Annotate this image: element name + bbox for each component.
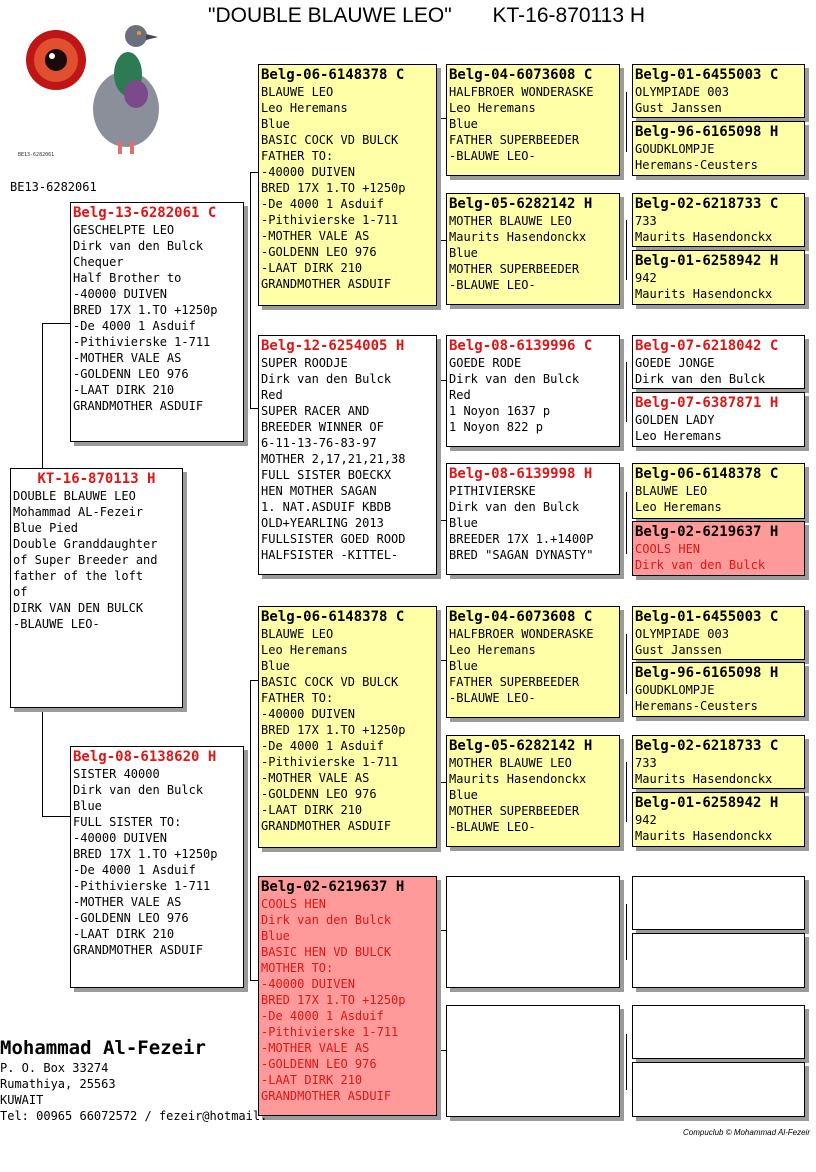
connector-line — [250, 980, 258, 981]
owner-address-2: Rumathiya, 25563 — [0, 1077, 116, 1091]
grandparent-card[interactable] — [258, 64, 437, 306]
note-line: -GOLDENN LEO 976 — [261, 245, 377, 259]
pigeon-name-line: COOLS HEN — [261, 897, 327, 911]
connector-line — [626, 220, 627, 280]
great-grandparent-ring: Belg-05-6282142 H — [449, 738, 593, 754]
connector-line — [440, 118, 441, 240]
great-grandparent-ring: Belg-04-6073608 C — [449, 609, 593, 625]
gggp-ring: Belg-01-6258942 H — [635, 253, 779, 269]
connector-line — [626, 762, 627, 822]
note-line: -Pithivierske 1-711 — [261, 1025, 399, 1039]
gggp-ring: Belg-02-6219637 H — [635, 524, 779, 540]
photo-ring-label: BE13-6282061 — [10, 180, 97, 194]
note-line: -LAAT DIRK 210 — [261, 803, 363, 817]
sire-line: -LAAT DIRK 210 — [73, 383, 175, 397]
subject-line: Blue Pied — [13, 521, 79, 535]
note-line: BREEDER 17X 1.+1400P — [449, 532, 594, 546]
pigeon-name-line: 942 — [635, 813, 657, 827]
color-line: Red — [261, 388, 283, 402]
empty-card — [632, 876, 805, 930]
photo-caption: BE13-6282061 — [18, 152, 55, 158]
note-line: GRANDMOTHER ASDUIF — [261, 819, 392, 833]
breeder-line: Leo Heremans — [449, 643, 536, 657]
empty-card — [446, 876, 620, 988]
connector-line — [626, 904, 627, 960]
gggp-ring: Belg-07-6218042 C — [635, 338, 779, 354]
dam-line: -GOLDENN LEO 976 — [73, 911, 189, 925]
note-line: -40000 DUIVEN — [261, 977, 355, 991]
note-line: -MOTHER VALE AS — [261, 1041, 370, 1055]
note-line: -BLAUWE LEO- — [449, 691, 536, 705]
sire-line: -GOLDENN LEO 976 — [73, 367, 189, 381]
pedigree-title — [208, 4, 645, 28]
pigeon-name-line: BLAUWE LEO — [261, 85, 334, 99]
dam-card[interactable] — [70, 746, 244, 988]
subject-line: -BLAUWE LEO- — [13, 617, 100, 631]
note-line: BRED 17X 1.TO +1250p — [261, 993, 406, 1007]
note-line: -40000 DUIVEN — [261, 707, 355, 721]
gggp-card[interactable] — [632, 662, 805, 717]
note-line: -LAAT DIRK 210 — [261, 261, 363, 275]
connector-line — [42, 323, 43, 469]
breeder-line: Heremans-Ceusters — [635, 699, 758, 713]
note-line: 1 Noyon 822 p — [449, 420, 543, 434]
pigeon-name-line: GOLDEN LADY — [635, 413, 715, 427]
subject-ring: KT-16-870113 H — [37, 471, 156, 487]
pigeon-name-line: HALFBROER WONDERASKE — [449, 627, 594, 641]
sire-line: Half Brother to — [73, 271, 182, 285]
great-grandparent-card[interactable] — [446, 64, 620, 176]
note-line: -LAAT DIRK 210 — [261, 1073, 363, 1087]
breeder-line: Gust Janssen — [635, 101, 722, 115]
dam-line: -MOTHER VALE AS — [73, 895, 182, 909]
gggp-ring: Belg-02-6218733 C — [635, 738, 779, 754]
gggp-card[interactable] — [632, 521, 805, 576]
note-line: -Pithivierske 1-711 — [261, 213, 399, 227]
sire-ring: Belg-13-6282061 C — [73, 205, 217, 221]
note-line: FATHER TO: — [261, 149, 334, 163]
note-line: 1 Noyon 1637 p — [449, 404, 551, 418]
pigeon-name-line: 733 — [635, 214, 657, 228]
color-line: Blue — [261, 929, 290, 943]
gggp-ring: Belg-96-6165098 H — [635, 665, 779, 681]
note-line: FATHER SUPERBEEDER — [449, 133, 580, 147]
sire-line: -Pithivierske 1-711 — [73, 335, 211, 349]
pigeon-name-line: GOUDKLOMPJE — [635, 142, 715, 156]
subject-line: DOUBLE BLAUWE LEO — [13, 489, 136, 503]
sire-card[interactable] — [70, 202, 244, 442]
note-line: -BLAUWE LEO- — [449, 820, 536, 834]
note-line: 1. NAT.ASDUIF KBDB — [261, 500, 392, 514]
pigeon-name-line: 942 — [635, 271, 657, 285]
gggp-card[interactable] — [632, 463, 805, 519]
note-line: BASIC COCK VD BULCK — [261, 675, 399, 689]
breeder-line: Gust Janssen — [635, 643, 722, 657]
great-grandparent-card[interactable] — [446, 606, 620, 718]
color-line: Blue — [449, 659, 478, 673]
breeder-line: Leo Heremans — [261, 643, 348, 657]
connector-line — [42, 708, 43, 816]
note-line: -De 4000 1 Asduif — [261, 739, 384, 753]
color-line: Blue — [261, 117, 290, 131]
connector-line — [440, 380, 441, 520]
pigeon-name-line: GOEDE RODE — [449, 356, 522, 370]
dam-line: -LAAT DIRK 210 — [73, 927, 175, 941]
note-line: HALFSISTER -KITTEL- — [261, 548, 399, 562]
note-line: -BLAUWE LEO- — [449, 278, 536, 292]
note-line: FATHER SUPERBEEDER — [449, 675, 580, 689]
connector-line — [626, 492, 627, 554]
connector-line — [626, 1034, 627, 1090]
dam-line: GRANDMOTHER ASDUIF — [73, 943, 204, 957]
great-grandparent-card[interactable] — [446, 193, 620, 305]
note-line: -MOTHER VALE AS — [261, 771, 370, 785]
gggp-ring: Belg-07-6387871 H — [635, 395, 779, 411]
pigeon-photo — [18, 14, 168, 164]
breeder-line: Leo Heremans — [635, 500, 722, 514]
connector-line — [250, 172, 251, 408]
grandparent-ring: Belg-06-6148378 C — [261, 67, 405, 83]
note-line: -BLAUWE LEO- — [449, 149, 536, 163]
copyright: Compuclub © Mohammad Al-Fezeir — [683, 1128, 810, 1137]
gggp-card[interactable] — [632, 392, 805, 447]
pigeon-name-line: SUPER ROODJE — [261, 356, 348, 370]
pigeon-name-line: PITHIVIERSKE — [449, 484, 536, 498]
sire-line: -40000 DUIVEN — [73, 287, 167, 301]
pigeon-name-line: BLAUWE LEO — [261, 627, 334, 641]
note-line: GRANDMOTHER ASDUIF — [261, 277, 392, 291]
note-line: -De 4000 1 Asduif — [261, 197, 384, 211]
note-line: FULLSISTER GOED ROOD — [261, 532, 406, 546]
note-line: 6-11-13-76-83-97 — [261, 436, 377, 450]
sire-line: -De 4000 1 Asduif — [73, 319, 196, 333]
connector-line — [250, 172, 258, 173]
empty-card — [632, 1062, 805, 1117]
note-line: -De 4000 1 Asduif — [261, 1009, 384, 1023]
great-grandparent-card[interactable] — [446, 735, 620, 847]
subject-line: Double Granddaughter — [13, 537, 158, 551]
breeder-line: Maurits Hasendonckx — [635, 287, 773, 301]
owner-country: KUWAIT — [0, 1093, 44, 1107]
breeder-line: Leo Heremans — [261, 101, 348, 115]
pigeon-name-line: GOEDE JONGE — [635, 356, 715, 370]
pigeon-name-line: 733 — [635, 756, 657, 770]
owner-address-1: P. O. Box 33274 — [0, 1061, 109, 1075]
note-line: -GOLDENN LEO 976 — [261, 787, 377, 801]
note-line: HEN MOTHER SAGAN — [261, 484, 377, 498]
breeder-line: Leo Heremans — [635, 429, 722, 443]
sire-line: Chequer — [73, 255, 124, 269]
note-line: -MOTHER VALE AS — [261, 229, 370, 243]
note-line: -40000 DUIVEN — [261, 165, 355, 179]
note-line: MOTHER TO: — [261, 961, 334, 975]
great-grandparent-ring: Belg-04-6073608 C — [449, 67, 593, 83]
breeder-line: Maurits Hasendonckx — [635, 230, 773, 244]
gggp-ring: Belg-01-6455003 C — [635, 609, 779, 625]
pigeon-name-line: BLAUWE LEO — [635, 484, 708, 498]
breeder-line: Dirk van den Bulck — [635, 558, 766, 572]
dam-line: BRED 17X 1.TO +1250p — [73, 847, 218, 861]
note-line: MOTHER SUPERBEEDER — [449, 262, 580, 276]
note-line: FATHER TO: — [261, 691, 334, 705]
color-line: Red — [449, 388, 471, 402]
note-line: BRED 17X 1.TO +1250p — [261, 723, 406, 737]
grandparent-ring: Belg-12-6254005 H — [261, 338, 405, 354]
gggp-card[interactable] — [632, 64, 805, 118]
pigeon-name-line: HALFBROER WONDERASKE — [449, 85, 594, 99]
breeder-line: Dirk van den Bulck — [635, 372, 766, 386]
breeder-line: Maurits Hasendonckx — [449, 772, 587, 786]
note-line: BRED "SAGAN DYNASTY" — [449, 548, 594, 562]
gggp-card[interactable] — [632, 250, 805, 305]
color-line: Blue — [449, 117, 478, 131]
dam-line: FULL SISTER TO: — [73, 815, 182, 829]
sire-line: GRANDMOTHER ASDUIF — [73, 399, 204, 413]
dam-line: SISTER 40000 — [73, 767, 160, 781]
owner-contact: Tel: 00965 66072572 / fezeir@hotmail. — [0, 1109, 268, 1123]
note-line: BRED 17X 1.TO +1250p — [261, 181, 406, 195]
pigeon-name-line: COOLS HEN — [635, 542, 701, 556]
dam-line: -De 4000 1 Asduif — [73, 863, 196, 877]
color-line: Blue — [449, 516, 478, 530]
note-line: -Pithivierske 1-711 — [261, 755, 399, 769]
pigeon-name-line: MOTHER BLAUWE LEO — [449, 214, 572, 228]
gggp-ring: Belg-01-6258942 H — [635, 795, 779, 811]
note-line: SUPER RACER AND — [261, 404, 370, 418]
sire-line: Dirk van den Bulck — [73, 239, 204, 253]
subject-line: Mohammad AL-Fezeir — [13, 505, 144, 519]
gggp-card[interactable] — [632, 121, 805, 176]
owner-name: Mohammad Al-Fezeir — [0, 1037, 206, 1059]
note-line: FULL SISTER BOECKX — [261, 468, 392, 482]
connector-line — [626, 362, 627, 422]
connector-line — [626, 634, 627, 694]
empty-card — [632, 1005, 805, 1059]
color-line: Blue — [449, 788, 478, 802]
connector-line — [42, 816, 70, 817]
great-grandparent-ring: Belg-05-6282142 H — [449, 196, 593, 212]
note-line: OLD+YEARLING 2013 — [261, 516, 384, 530]
note-line: GRANDMOTHER ASDUIF — [261, 1089, 392, 1103]
gggp-card[interactable] — [632, 335, 805, 389]
breeder-line: Maurits Hasendonckx — [635, 829, 773, 843]
pigeon-name-line: OLYMPIADE 003 — [635, 627, 729, 641]
subject-line: of — [13, 585, 28, 599]
note-line: -GOLDENN LEO 976 — [261, 1057, 377, 1071]
grandparent-ring: Belg-06-6148378 C — [261, 609, 405, 625]
gggp-ring: Belg-01-6455003 C — [635, 67, 779, 83]
subject-line: of Super Breeder and — [13, 553, 158, 567]
pigeon-name-line: GOUDKLOMPJE — [635, 683, 715, 697]
pigeon-ring-title: KT-16-870113 H — [492, 4, 646, 27]
dam-ring: Belg-08-6138620 H — [73, 749, 217, 765]
connector-line — [440, 930, 441, 1050]
sire-line: BRED 17X 1.TO +1250p — [73, 303, 218, 317]
note-line: MOTHER SUPERBEEDER — [449, 804, 580, 818]
breeder-line: Dirk van den Bulck — [261, 913, 392, 927]
connector-line — [440, 660, 441, 782]
subject-line: DIRK VAN DEN BULCK — [13, 601, 144, 615]
grandparent-card[interactable] — [258, 876, 437, 1116]
dam-line: -40000 DUIVEN — [73, 831, 167, 845]
great-grandparent-ring: Belg-08-6139996 C — [449, 338, 593, 354]
great-grandparent-card[interactable] — [446, 463, 620, 575]
subject-line: father of the loft — [13, 569, 144, 583]
breeder-line: Leo Heremans — [449, 101, 536, 115]
dam-line: Dirk van den Bulck — [73, 783, 204, 797]
grandparent-card[interactable] — [258, 335, 437, 575]
note-line: BASIC HEN VD BULCK — [261, 945, 392, 959]
color-line: Blue — [449, 246, 478, 260]
empty-card — [446, 1005, 620, 1117]
breeder-line: Maurits Hasendonckx — [635, 772, 773, 786]
gggp-ring: Belg-96-6165098 H — [635, 124, 779, 140]
subject-card[interactable] — [10, 468, 183, 708]
dam-line: Blue — [73, 799, 102, 813]
note-line: MOTHER 2,17,21,21,38 — [261, 452, 406, 466]
sire-line: -MOTHER VALE AS — [73, 351, 182, 365]
great-grandparent-card[interactable] — [446, 335, 620, 447]
connector-line — [250, 680, 251, 980]
gggp-card[interactable] — [632, 735, 805, 789]
color-line: Blue — [261, 659, 290, 673]
connector-line — [626, 92, 627, 152]
pigeon-name-line: OLYMPIADE 003 — [635, 85, 729, 99]
gggp-card[interactable] — [632, 193, 805, 247]
empty-card — [632, 933, 805, 988]
sire-line: GESCHELPTE LEO — [73, 223, 175, 237]
breeder-line: Dirk van den Bulck — [261, 372, 392, 386]
pigeon-name: "DOUBLE BLAUWE LEO" — [208, 4, 452, 27]
breeder-line: Dirk van den Bulck — [449, 500, 580, 514]
dam-line: -Pithivierske 1-711 — [73, 879, 211, 893]
gggp-card[interactable] — [632, 792, 805, 847]
note-line: BASIC COCK VD BULCK — [261, 133, 399, 147]
note-line: BREEDER WINNER OF — [261, 420, 384, 434]
grandparent-card[interactable] — [258, 606, 437, 848]
connector-line — [250, 680, 258, 681]
connector-line — [250, 408, 258, 409]
connector-line — [42, 323, 70, 324]
pigeon-name-line: MOTHER BLAUWE LEO — [449, 756, 572, 770]
gggp-ring: Belg-02-6218733 C — [635, 196, 779, 212]
breeder-line: Dirk van den Bulck — [449, 372, 580, 386]
great-grandparent-ring: Belg-08-6139998 H — [449, 466, 593, 482]
grandparent-ring: Belg-02-6219637 H — [261, 879, 405, 895]
gggp-ring: Belg-06-6148378 C — [635, 466, 779, 482]
gggp-card[interactable] — [632, 606, 805, 660]
breeder-line: Maurits Hasendonckx — [449, 230, 587, 244]
breeder-line: Heremans-Ceusters — [635, 158, 758, 172]
